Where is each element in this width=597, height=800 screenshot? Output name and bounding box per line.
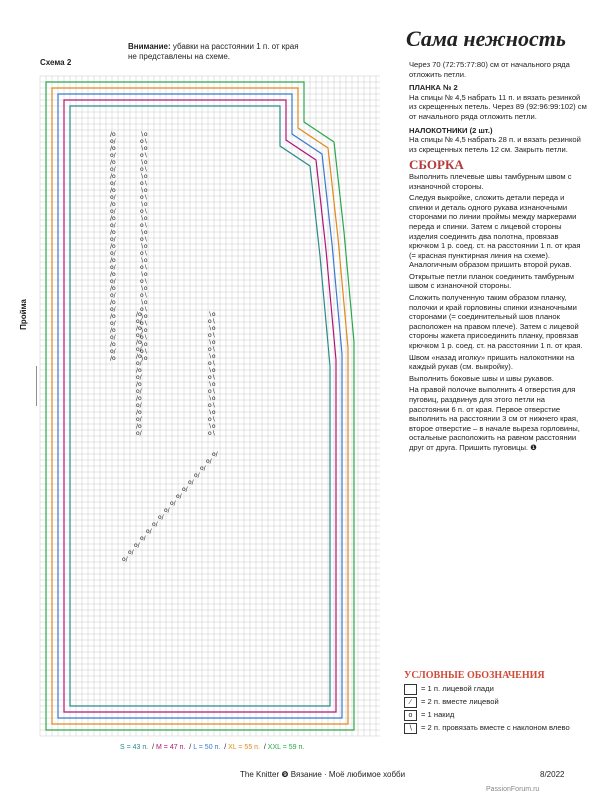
heading-elbow: НАЛОКОТНИКИ (2 шт.) xyxy=(409,125,493,135)
svg-text:o/: o/ xyxy=(110,250,116,257)
svg-text:∖o: ∖o xyxy=(140,285,148,292)
svg-text:o/: o/ xyxy=(122,556,128,563)
para-4: Следуя выкройке, сложить детали переда и спинки и деталь одного рукава изнаночными сторонами по линии проймы между маркерами переда и спинки. Затем с лицевой стороны изделия соединить два полотна, провязав крючком 1 р. соед. ст. на расстоянии 1 п. от края (= красная пунктирная линия на схеме). Аналогичным образом пришить второй рукав. xyxy=(409,193,581,270)
warning-bold: Внимание: xyxy=(128,42,171,51)
svg-text:/o: /o xyxy=(110,173,116,180)
svg-text:∖o: ∖o xyxy=(208,423,216,430)
svg-text:o∖: o∖ xyxy=(140,138,148,145)
svg-text:o/: o/ xyxy=(110,194,116,201)
svg-text:o∖: o∖ xyxy=(208,416,216,423)
svg-text:∖o: ∖o xyxy=(140,131,148,138)
svg-text:/o: /o xyxy=(110,257,116,264)
size-m: M = 47 п. xyxy=(156,744,186,751)
svg-text:o/: o/ xyxy=(176,493,182,500)
svg-text:o/: o/ xyxy=(110,292,116,299)
svg-text:o∖: o∖ xyxy=(140,320,148,327)
armhole-label: Пройма xyxy=(18,299,28,330)
svg-text:o/: o/ xyxy=(188,479,194,486)
legend-label: = 2 п. провязать вместе с наклоном влево xyxy=(421,723,570,732)
svg-text:/o: /o xyxy=(110,215,116,222)
svg-text:/o: /o xyxy=(110,229,116,236)
svg-text:/o: /o xyxy=(110,313,116,320)
svg-text:∖o: ∖o xyxy=(140,243,148,250)
svg-text:∖o: ∖o xyxy=(140,159,148,166)
svg-text:o∖: o∖ xyxy=(140,222,148,229)
size-l: L = 50 п. xyxy=(193,744,221,751)
legend-label: = 1 п. лицевой глади xyxy=(421,684,494,693)
svg-text:/o: /o xyxy=(136,395,142,402)
svg-text:o/: o/ xyxy=(136,430,142,437)
svg-text:/o: /o xyxy=(110,159,116,166)
svg-text:/o: /o xyxy=(136,381,142,388)
footer-issue: 8/2022 xyxy=(540,770,565,779)
warning-note xyxy=(128,42,308,62)
article-title: Сама нежность xyxy=(406,26,566,51)
svg-text:o/: o/ xyxy=(136,416,142,423)
ssk-icon: ∖ xyxy=(404,723,417,734)
para-9: На правой полочке выполнить 4 отверстия для пуговиц, раздвинув для этого петли на расстоянии 6 п. от края. Первое отверстие выполнить на расстоянии 3 см от нижнего края, второе отверстие – в начале выреза горловины, остальные расположить на равном расстоянии друг от друга. Пришить пуговицы. ❶ xyxy=(409,385,580,452)
svg-text:∖o: ∖o xyxy=(140,173,148,180)
svg-text:o/: o/ xyxy=(110,180,116,187)
svg-text:o∖: o∖ xyxy=(208,332,216,339)
svg-text:o/: o/ xyxy=(110,334,116,341)
svg-text:∖o: ∖o xyxy=(208,339,216,346)
svg-text:∖o: ∖o xyxy=(140,257,148,264)
knitting-chart xyxy=(36,66,396,746)
svg-text:o/: o/ xyxy=(110,306,116,313)
svg-text:o∖: o∖ xyxy=(208,402,216,409)
svg-text:∖o: ∖o xyxy=(140,313,148,320)
scheme-label: Схема 2 xyxy=(40,58,72,67)
svg-text:∖o: ∖o xyxy=(140,299,148,306)
svg-text:∖o: ∖o xyxy=(208,353,216,360)
svg-text:o/: o/ xyxy=(200,465,206,472)
svg-text:∖o: ∖o xyxy=(208,367,216,374)
legend-item xyxy=(404,723,589,734)
svg-text:∖o: ∖o xyxy=(140,201,148,208)
svg-text:o∖: o∖ xyxy=(208,388,216,395)
svg-text:/o: /o xyxy=(136,353,142,360)
svg-text:∖o: ∖o xyxy=(140,145,148,152)
svg-text:o/: o/ xyxy=(146,528,152,535)
svg-text:o/: o/ xyxy=(110,348,116,355)
heading-plank: ПЛАНКА № 2 xyxy=(409,83,458,93)
svg-text:o∖: o∖ xyxy=(208,430,216,437)
chart-grid xyxy=(36,66,396,746)
svg-text:∖o: ∖o xyxy=(208,381,216,388)
svg-text:∖o: ∖o xyxy=(140,355,148,362)
svg-text:o/: o/ xyxy=(194,472,200,479)
svg-text:o∖: o∖ xyxy=(140,152,148,159)
footer-magazine: The Knitter ❾ Вязание · Моё любимое хобби xyxy=(240,770,406,779)
instructions-column xyxy=(409,60,587,455)
para-3: Выполнить плечевые швы тамбурным швом с изнаночной стороны. xyxy=(409,171,572,191)
para-8: Выполнить боковые швы и швы рукавов. xyxy=(409,373,554,383)
para-1: На спицы № 4,5 набрать 11 п. и вязать резинкой из скрещенных петель. Через 89 (92:96:99:102) см от начального ряда отложить петли. xyxy=(409,92,587,121)
svg-text:/o: /o xyxy=(110,131,116,138)
para-2: На спицы № 4,5 набрать 28 п. и вязать резинкой из скрещенных петель 12 см. Закрыть петли. xyxy=(409,135,581,154)
svg-text:/o: /o xyxy=(110,145,116,152)
svg-text:o∖: o∖ xyxy=(140,348,148,355)
svg-text:o∖: o∖ xyxy=(140,166,148,173)
svg-text:o/: o/ xyxy=(110,320,116,327)
svg-text:/o: /o xyxy=(110,243,116,250)
legend-item xyxy=(404,684,589,695)
legend xyxy=(404,670,589,736)
svg-text:∖o: ∖o xyxy=(140,327,148,334)
legend-label: = 2 п. вместе лицевой xyxy=(421,697,499,706)
svg-text:o∖: o∖ xyxy=(140,292,148,299)
yarn-over-icon: o xyxy=(404,710,417,721)
size-xl: XL = 55 п. xyxy=(228,744,260,751)
svg-text:o/: o/ xyxy=(136,374,142,381)
svg-text:o∖: o∖ xyxy=(140,180,148,187)
svg-text:/o: /o xyxy=(136,339,142,346)
legend-item xyxy=(404,697,589,708)
legend-item xyxy=(404,710,589,721)
svg-text:o∖: o∖ xyxy=(140,208,148,215)
svg-text:/o: /o xyxy=(136,409,142,416)
svg-text:o∖: o∖ xyxy=(140,236,148,243)
svg-text:o/: o/ xyxy=(136,332,142,339)
para-5: Открытые петли планок соединить тамбурным швом с изнаночной стороны. xyxy=(409,271,575,291)
svg-text:/o: /o xyxy=(136,311,142,318)
svg-text:o/: o/ xyxy=(110,138,116,145)
watermark: PassionForum.ru xyxy=(486,786,540,793)
k2tog-icon: ∕ xyxy=(404,697,417,708)
svg-text:o∖: o∖ xyxy=(140,306,148,313)
svg-text:o/: o/ xyxy=(152,521,158,528)
svg-text:o∖: o∖ xyxy=(140,334,148,341)
svg-text:o/: o/ xyxy=(128,549,134,556)
svg-text:o/: o/ xyxy=(110,236,116,243)
svg-text:o∖: o∖ xyxy=(140,194,148,201)
svg-text:/o: /o xyxy=(110,187,116,194)
svg-text:/o: /o xyxy=(136,325,142,332)
svg-text:o∖: o∖ xyxy=(208,346,216,353)
svg-text:o/: o/ xyxy=(136,360,142,367)
svg-text:o/: o/ xyxy=(110,264,116,271)
para-6: Сложить полученную таким образом планку, полочки и край горловины спинки изнаночными сторонами (= соединительный шов планок расположен на правом плече). Затем с лицевой стороны жакета присоединить планку, провязав крючком 1 р. соед. ст. на расстоянии 1 п. от края. xyxy=(409,293,583,351)
svg-text:∖o: ∖o xyxy=(140,341,148,348)
para-7: Швом «назад иголку» пришить налокотники на каждый рукав (см. выкройку). xyxy=(409,352,575,372)
section-assembly: СБОРКА xyxy=(409,157,464,173)
svg-text:o/: o/ xyxy=(158,514,164,521)
svg-text:o/: o/ xyxy=(110,278,116,285)
svg-text:∖o: ∖o xyxy=(140,229,148,236)
svg-text:o/: o/ xyxy=(110,166,116,173)
svg-text:∖o: ∖o xyxy=(208,409,216,416)
svg-text:∖o: ∖o xyxy=(140,271,148,278)
svg-text:/o: /o xyxy=(110,355,116,362)
svg-text:o/: o/ xyxy=(170,500,176,507)
legend-title: УСЛОВНЫЕ ОБОЗНАЧЕНИЯ xyxy=(404,670,545,681)
svg-text:/o: /o xyxy=(110,285,116,292)
warning-text: убавки на расстоянии 1 п. от края не представлены на схеме. xyxy=(128,42,299,61)
svg-text:o/: o/ xyxy=(134,542,140,549)
svg-text:o/: o/ xyxy=(164,507,170,514)
svg-text:∖o: ∖o xyxy=(140,215,148,222)
svg-text:o/: o/ xyxy=(110,152,116,159)
svg-text:o∖: o∖ xyxy=(140,250,148,257)
svg-text:o/: o/ xyxy=(136,318,142,325)
svg-text:/o: /o xyxy=(110,341,116,348)
svg-text:∖o: ∖o xyxy=(208,311,216,318)
svg-text:/o: /o xyxy=(110,201,116,208)
svg-text:/o: /o xyxy=(136,423,142,430)
svg-text:o∖: o∖ xyxy=(208,318,216,325)
svg-text:/o: /o xyxy=(110,327,116,334)
svg-text:o∖: o∖ xyxy=(208,360,216,367)
para-0: Через 70 (72:75:77:80) см от начального ряда отложить петли. xyxy=(409,60,570,79)
svg-text:o/: o/ xyxy=(136,346,142,353)
sizes-line: S = 43 п. / M = 47 п. / L = 50 п. / XL = 55 п. / XXL = 59 п. xyxy=(120,744,305,751)
svg-text:o∖: o∖ xyxy=(140,278,148,285)
svg-text:o/: o/ xyxy=(182,486,188,493)
svg-text:/o: /o xyxy=(136,367,142,374)
svg-text:o/: o/ xyxy=(140,535,146,542)
svg-text:o/: o/ xyxy=(206,458,212,465)
svg-text:o/: o/ xyxy=(110,222,116,229)
svg-text:o∖: o∖ xyxy=(140,264,148,271)
size-xxl: XXL = 59 п. xyxy=(267,744,305,751)
svg-text:/o: /o xyxy=(110,299,116,306)
svg-text:o/: o/ xyxy=(136,388,142,395)
svg-text:o/: o/ xyxy=(110,208,116,215)
knit-stitch-icon xyxy=(404,684,417,695)
svg-text:∖o: ∖o xyxy=(140,187,148,194)
svg-text:/o: /o xyxy=(110,271,116,278)
legend-label: = 1 накид xyxy=(421,710,455,719)
svg-text:o/: o/ xyxy=(136,402,142,409)
armhole-marker xyxy=(18,299,42,340)
size-s: S = 43 п. xyxy=(120,744,149,751)
svg-text:o/: o/ xyxy=(212,451,218,458)
svg-text:∖o: ∖o xyxy=(208,395,216,402)
svg-text:o∖: o∖ xyxy=(208,374,216,381)
svg-text:∖o: ∖o xyxy=(208,325,216,332)
